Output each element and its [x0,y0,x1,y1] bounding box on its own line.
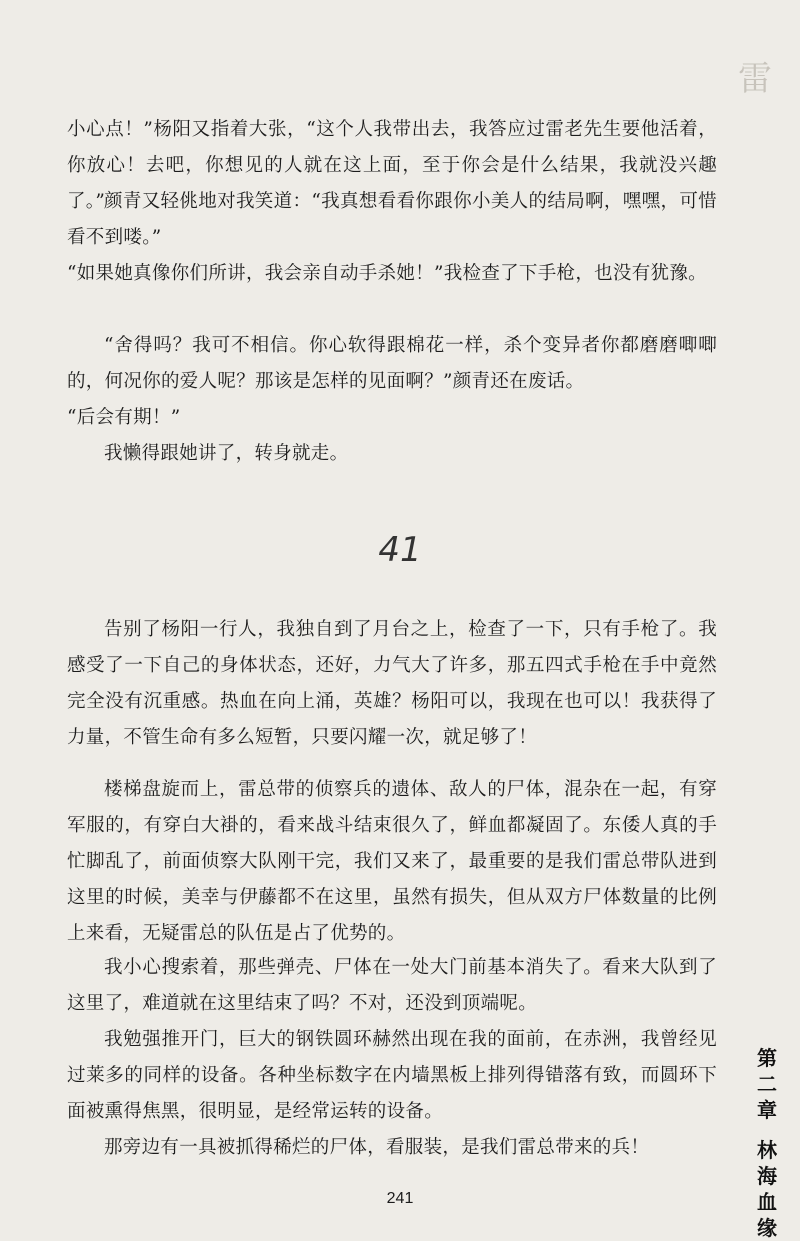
side-chapter-title [755,1045,779,1241]
side-chapter-char: 林 [757,1138,777,1162]
paragraph: 楼梯盘旋而上，雷总带的侦察兵的遗体、敌人的尸体，混杂在一起，有穿军服的，有穿白大褂的，看来战斗结束很久了，鲜血都凝固了。东倭人真的手忙脚乱了，前面侦察大队刚干完，我们又来了，最重要的是我们雷总带队进到这里的时候，美幸与伊藤都不在这里，虽然有损失，但从双方尸体数量的比例上来看，无疑雷总的队伍是占了优势的。 [67,779,717,944]
paragraph: “舍得吗？我可不相信。你心软得跟棉花一样，杀个变异者你都磨磨唧唧的，何况你的爱人呢？那该是怎样的见面啊？”颜青还在废话。 [67,335,717,392]
paragraph: “如果她真像你们所讲，我会亲自动手杀她！”我检查了下手枪，也没有犹豫。 [67,263,707,284]
header-ornament: 雷 [738,59,772,99]
paragraph: 颜青又轻佻地对我笑道：“我真想看看你跟你小美人的结局啊，嘿嘿，可惜看不到喽。” [67,191,717,248]
paragraph: “后会有期！” [67,407,181,428]
paragraph: 小心点！”杨阳又指着大张，“这个人我带出去，我答应过雷老先生要他活着，你放心！去吧，你想见的人就在这上面，至于你会是什么结果，我就没兴趣了。” [67,119,717,212]
paragraph: 我勉强推开门，巨大的钢铁圆环赫然出现在我的面前，在赤洲，我曾经见过莱多的同样的设备。各种坐标数字在内墙黑板上排列得错落有致，而圆环下面被熏得焦黑，很明显，是经常运转的设备。 [67,1029,717,1122]
side-chapter-char: 血 [757,1190,777,1214]
side-chapter-char: 章 [757,1098,777,1122]
side-chapter-char: 缘 [757,1216,777,1240]
section-number: 41 [378,530,422,570]
paragraph: 我小心搜索着，那些弹壳、尸体在一处大门前基本消失了。看来大队到了这里了，难道就在这里结束了吗？不对，还没到顶端呢。 [67,957,717,1014]
paragraph: 我懒得跟她讲了，转身就走。 [104,443,349,464]
side-chapter-char: 二 [757,1072,777,1096]
page-number: 241 [386,1190,414,1207]
side-chapter-char: 第 [757,1046,777,1070]
paragraph: 告别了杨阳一行人，我独自到了月台之上，检查了一下，只有手枪了。我感受了一下自己的身体状态，还好，力气大了许多，那五四式手枪在手中竟然完全没有沉重感。热血在向上涌，英雄？杨阳可以，我现在也可以！我获得了力量，不管生命有多么短暂，只要闪耀一次，就足够了！ [67,619,717,748]
side-chapter-char: 海 [757,1164,777,1188]
paragraph: 那旁边有一具被抓得稀烂的尸体，看服装，是我们雷总带来的兵！ [104,1137,650,1158]
